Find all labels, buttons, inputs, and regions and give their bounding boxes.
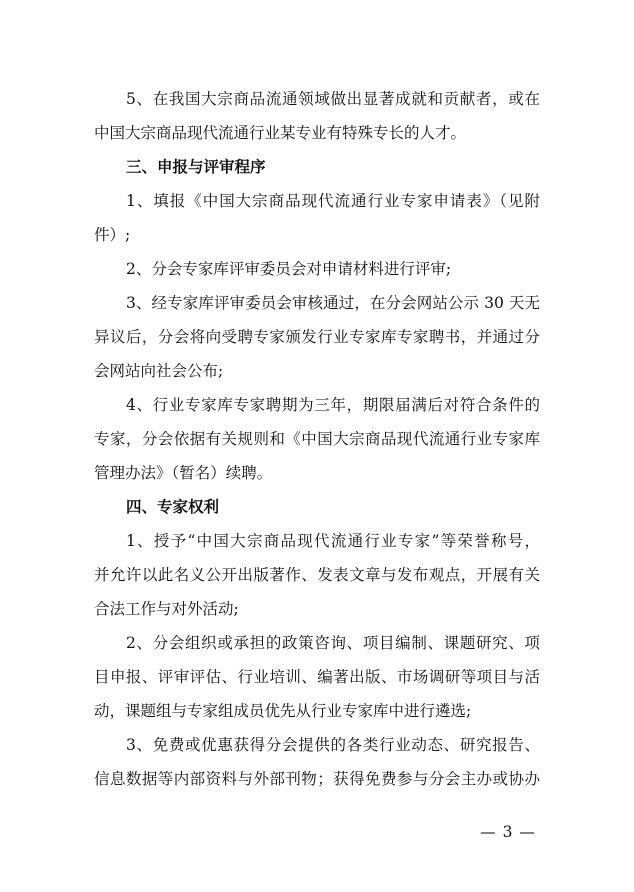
paragraph-line: 目申报、评审评估、行业培训、编著出版、市场调研等项目与活: [94, 668, 540, 686]
section-heading: 四、专家权利: [126, 498, 220, 516]
paragraph-line: 2、分会专家库评审委员会对申请材料进行评审;: [126, 260, 452, 278]
paragraph-line: 专家，分会依据有关规则和《中国大宗商品现代流通行业专家库: [94, 430, 540, 448]
paragraph-line: 中国大宗商品现代流通行业某专业有特殊专长的人才。: [94, 124, 467, 142]
paragraph-line: 5、在我国大宗商品流通领域做出显著成就和贡献者，或在: [126, 90, 540, 108]
paragraph-line: 动，课题组与专家组成员优先从行业专家库中进行遴选;: [94, 702, 472, 720]
section-heading: 三、申报与评审程序: [126, 158, 266, 176]
paragraph-line: 3、经专家库评审委员会审核通过，在分会网站公示 30 天无: [126, 294, 540, 312]
paragraph-line: 管理办法》（暂名）续聘。: [94, 464, 273, 482]
paragraph-line: 2、分会组织或承担的政策咨询、项目编制、课题研究、项: [126, 634, 540, 652]
paragraph-line: 件）;: [94, 226, 131, 244]
page-number: — 3 —: [480, 823, 536, 841]
paragraph-line: 1、授予“中国大宗商品现代流通行业专家”等荣誉称号，: [126, 532, 540, 550]
paragraph-line: 3、免费或优惠获得分会提供的各类行业动态、研究报告、: [126, 736, 540, 754]
paragraph-line: 合法工作与对外活动;: [94, 600, 239, 618]
paragraph-line: 1、填报《中国大宗商品现代流通行业专家申请表》（见附: [126, 192, 540, 210]
paragraph-line: 4、行业专家库专家聘期为三年，期限届满后对符合条件的: [126, 396, 540, 414]
paragraph-line: 信息数据等内部资料与外部刊物；获得免费参与分会主办或协办: [94, 770, 540, 788]
paragraph-line: 会网站向社会公布;: [94, 362, 224, 380]
paragraph-line: 并允许以此名义公开出版著作、发表文章与发布观点，开展有关: [94, 566, 540, 584]
paragraph-line: 异议后，分会将向受聘专家颁发行业专家库专家聘书，并通过分: [94, 328, 540, 346]
